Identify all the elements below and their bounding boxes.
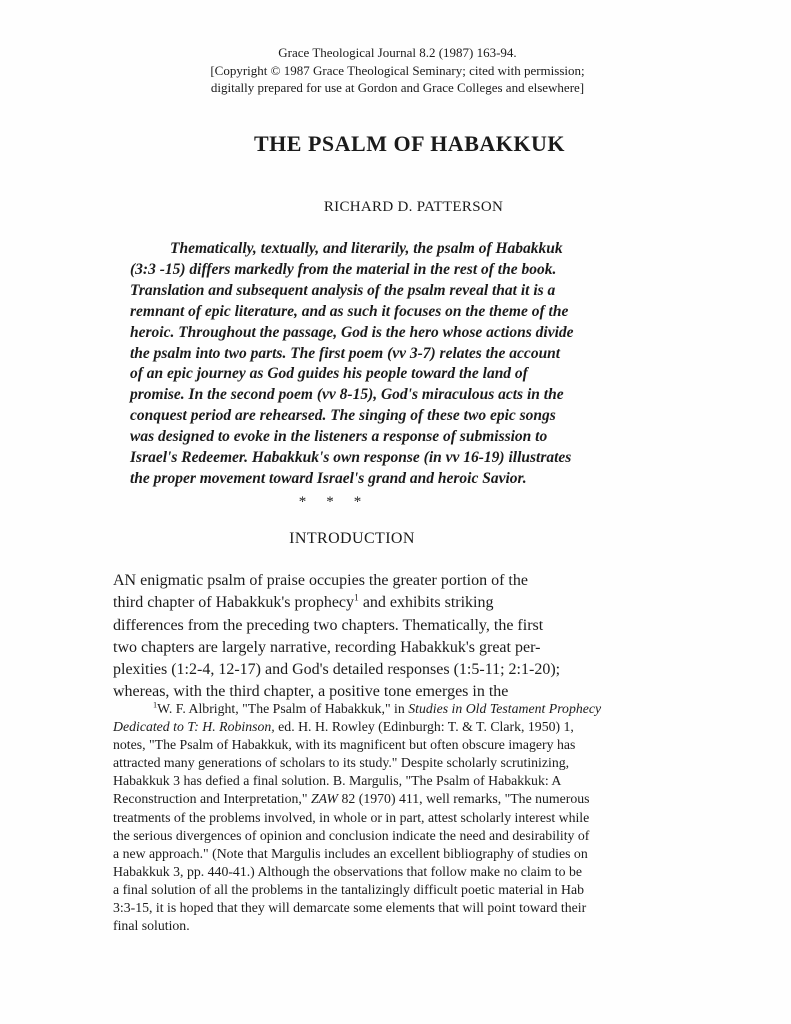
- text-line: [113, 615, 693, 637]
- journal-citation: Grace Theological Journal 8.2 (1987) 163-94.: [278, 45, 517, 60]
- text-segment: ZAW: [310, 791, 339, 807]
- text-segment: was designed to evoke in the listeners a response of submission to: [130, 428, 548, 446]
- text-segment: (3:3 -15) differs markedly from the material in the rest of the book.: [130, 260, 557, 278]
- text-segment: Dedicated to T: H. Robinson,: [113, 719, 275, 735]
- abstract-paragraph: [130, 239, 675, 490]
- text-line: [113, 592, 693, 614]
- text-segment: the serious divergences of opinion and conclusion indicate the need and desirability of: [113, 827, 590, 843]
- text-segment: Thematically, textually, and literarily, the psalm of Habakkuk: [170, 240, 563, 257]
- journal-header: [2, 44, 791, 97]
- author-name: RICHARD D. PATTERSON: [323, 199, 504, 215]
- text-segment: remnant of epic literature, and as such it focuses on the theme of the: [130, 302, 569, 320]
- text-segment: Habakkuk 3 has defied a final solution. B. Margulis, "The Psalm of Habakkuk: A: [113, 773, 562, 789]
- text-segment: final solution.: [113, 918, 190, 934]
- text-segment: a final solution of all the problems in the tantalizingly difficult poetic material in Hab: [113, 881, 585, 897]
- text-line: [130, 364, 675, 385]
- asterisk: *: [326, 494, 334, 510]
- text-line: [113, 718, 703, 736]
- text-segment: Habakkuk 3, pp. 440-41.) Although the observations that follow make no claim to be: [113, 863, 583, 879]
- text-segment: W. F. Albright, "The Psalm of Habakkuk," in: [157, 701, 409, 716]
- text-line: [113, 700, 703, 718]
- text-line: [113, 570, 693, 592]
- text-segment: Translation and subsequent analysis of the psalm reveal that it is a: [130, 281, 556, 299]
- text-line: [130, 448, 675, 469]
- text-line: [113, 899, 703, 917]
- text-segment: plexities (1:2-4, 12-17) and God's detailed responses (1:5-11; 2:1-20);: [113, 661, 561, 679]
- superscript-marker: 1: [354, 592, 359, 604]
- text-segment: a new approach." (Note that Margulis includes an excellent bibliography of studies on: [113, 845, 588, 861]
- text-segment: of an epic journey as God guides his people toward the land of: [130, 365, 528, 383]
- text-segment: treatments of the problems involved, in whole or in part, attest scholarly interest while: [113, 809, 590, 825]
- text-line: [130, 469, 675, 490]
- superscript-marker: 1: [153, 700, 158, 710]
- text-segment: attracted many generations of scholars to its study." Despite scholarly scrutinizing,: [113, 755, 570, 771]
- copyright-notice-line2: digitally prepared for use at Gordon and Grace Colleges and elsewhere]: [210, 80, 585, 95]
- text-segment: AN enigmatic psalm of praise occupies the greater portion of the: [113, 572, 528, 589]
- text-line: [130, 406, 675, 427]
- text-line: [113, 754, 703, 772]
- text-line: [113, 845, 703, 863]
- footnote-1: [113, 700, 703, 935]
- text-segment: whereas, with the third chapter, a positive tone emerges in the: [113, 683, 509, 701]
- text-segment: Studies in Old Testament Prophecy: [408, 701, 602, 716]
- introduction-paragraph: [113, 570, 693, 704]
- asterisk: *: [298, 494, 307, 510]
- text-segment: promise. In the second poem (vv 8-15), God's miraculous acts in the: [130, 386, 564, 404]
- text-line: [113, 772, 703, 790]
- copyright-notice-line1: [Copyright © 1987 Grace Theological Seminary; cited with permission;: [210, 62, 585, 78]
- text-line: [113, 659, 693, 681]
- text-line: [113, 863, 703, 881]
- text-line: [130, 281, 675, 302]
- text-segment: heroic. Throughout the passage, God is the hero whose actions divide: [130, 323, 574, 341]
- section-heading-introduction: INTRODUCTION: [289, 530, 415, 547]
- text-line: [130, 427, 675, 448]
- text-line: [130, 344, 675, 365]
- text-segment: 82 (1970) 411, well remarks, "The numerous: [338, 791, 590, 807]
- text-segment: the psalm into two parts. The first poem (vv 3-7) relates the account: [130, 344, 561, 362]
- text-line: [130, 385, 675, 406]
- text-segment: and exhibits striking: [358, 594, 494, 612]
- text-line: [130, 302, 675, 323]
- text-line: [113, 637, 693, 659]
- text-segment: conquest period are rehearsed. The singing of these two epic songs: [130, 407, 556, 425]
- text-line: [113, 881, 703, 899]
- text-segment: Israel's Redeemer. Habakkuk's own response (in vv 16-19) illustrates: [130, 449, 572, 467]
- asterisk: *: [353, 494, 362, 510]
- text-segment: differences from the preceding two chapters. Thematically, the first: [113, 616, 544, 634]
- text-line: [113, 736, 703, 754]
- text-line: [130, 239, 675, 260]
- text-line: [113, 809, 703, 827]
- text-segment: two chapters are largely narrative, recording Habakkuk's great per-: [113, 638, 541, 656]
- text-line: [113, 790, 703, 808]
- text-segment: notes, "The Psalm of Habakkuk, with its magnificent but often obscure imagery has: [113, 737, 576, 753]
- text-segment: the proper movement toward Israel's grand and heroic Savior.: [130, 469, 527, 487]
- text-line: [113, 917, 703, 935]
- text-segment: Reconstruction and Interpretation,": [113, 791, 311, 807]
- text-line: [130, 260, 675, 281]
- text-segment: ed. H. H. Rowley (Edinburgh: T. & T. Clark, 1950) 1,: [274, 719, 574, 735]
- text-line: [113, 827, 703, 845]
- text-segment: third chapter of Habakkuk's prophecy: [113, 594, 355, 612]
- page-title: THE PSALM OF HABAKKUK: [254, 131, 565, 156]
- section-separator: [0, 492, 660, 512]
- text-line: [130, 323, 675, 344]
- text-segment: 3:3-15, it is hoped that they will demarcate some elements that will point toward their: [113, 900, 587, 916]
